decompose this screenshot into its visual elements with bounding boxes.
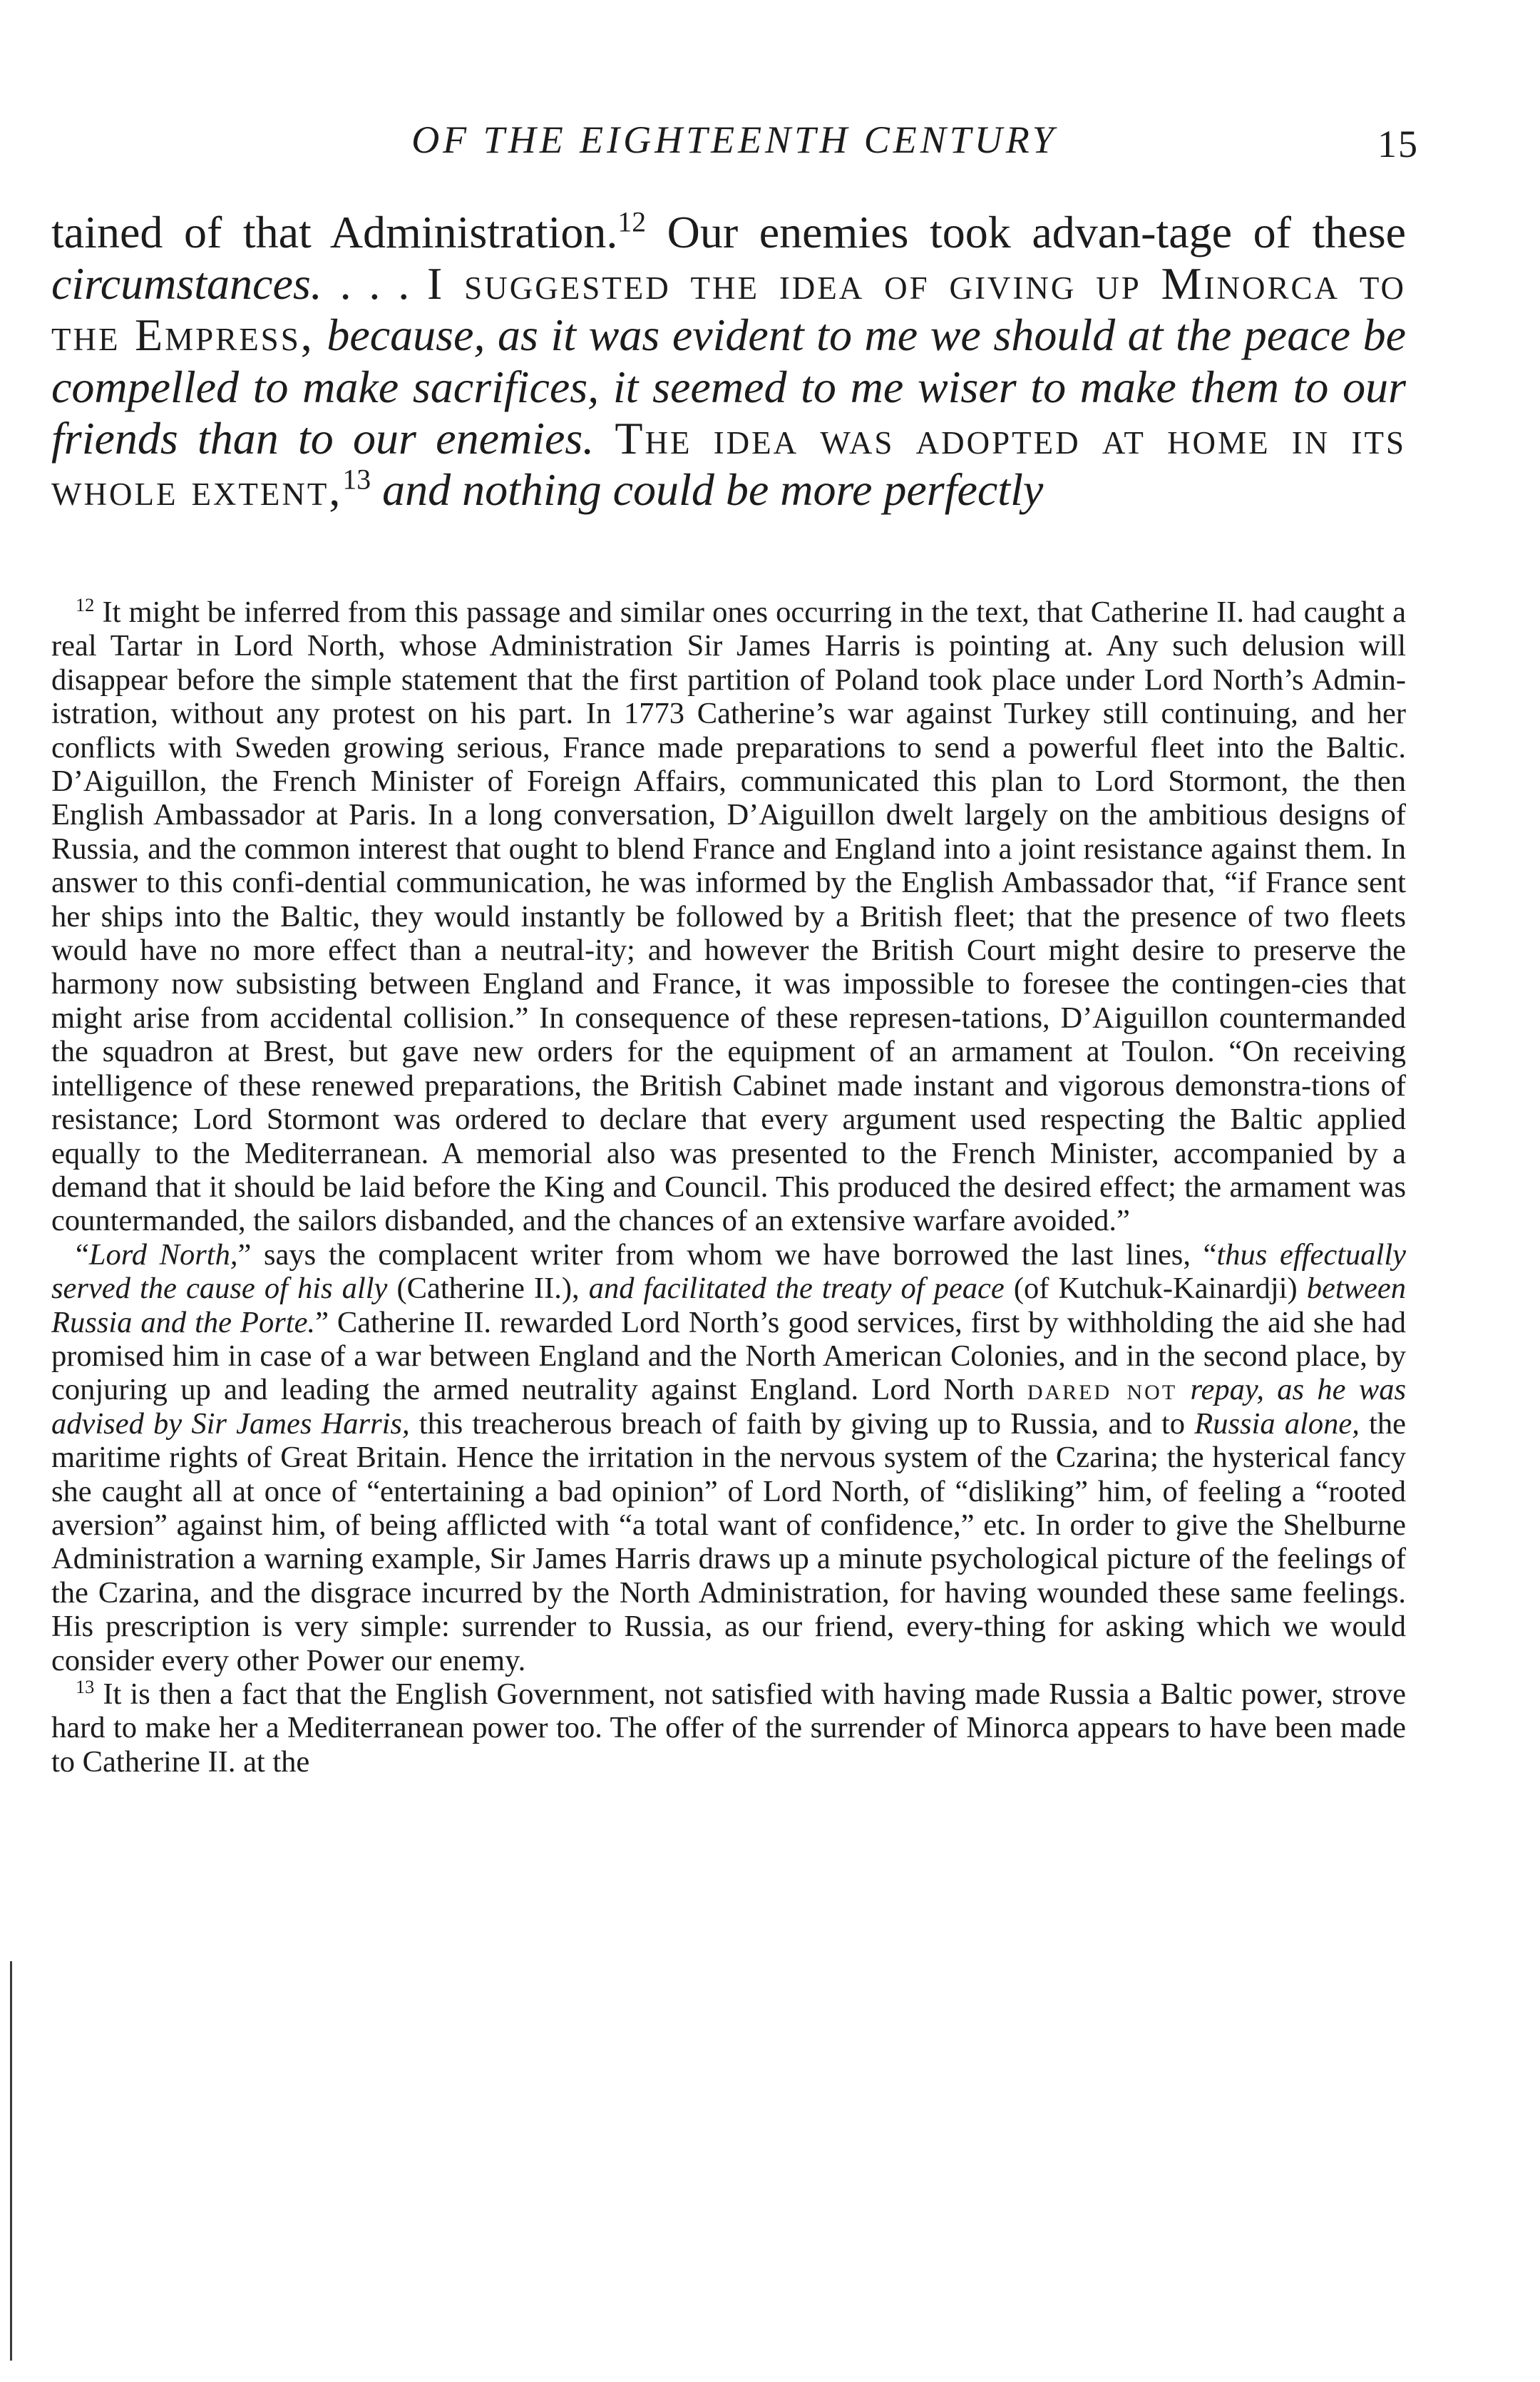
footnote-text: It might be inferred from this passage and similar ones occurring in the text, that Catherine II. had caught a real Tartar in Lord North, whose Administration Sir James Harris is pointing at. Any such delusion will disappear before the simple statement that the first partition of Poland took place under Lord North’s Admin-istration, without any protest on his part. In 1773 Catherine’s war against Turkey still continuing, and her conflicts with Sweden growing serious, France made preparations to send a powerful fleet into the Baltic. D’Aiguillon, the French Minister of Foreign Affairs, communicated this plan to Lord Stormont, the then English Ambassador at Paris. In a long conversation, D’Aiguillon dwelt largely on the ambitious designs of Russia, and the common interest that ought to blend France and England into a joint resistance against them. In answer to this confi-dential communication, he was informed by the English Ambassador that, “if France sent her ships into the Baltic, they would instantly be followed by a British fleet; that the presence of two fleets would have no more effect than a neutral-ity; and however the British Court might desire to preserve the harmony now subsisting between England and France, it was impossible to foresee the contingen-cies that might arise from accidental collision.” In consequence of these represen-tations, D’Aiguillon countermanded the squadron at Brest, but gave new orders for the equipment of an armament at Toulon. “On receiving intelligence of these renewed preparations, the British Cabinet made instant and vigorous demonstra-tions of resistance; Lord Stormont was ordered to declare that every argument used respecting the Baltic applied equally to the Mediterranean. A memorial also was presented to the French Minister, accompanied by a demand that it should be laid before the King and Council. This produced the desired effect; the armament was countermanded, the sailors disbanded, and the chances of an extensive warfare avoided.” (51, 596, 1406, 1238)
footnote-text: “ (76, 1237, 89, 1272)
main-text-italic: because, as it was evident to me we should at the peace be compelled to make sacrifices, it seemed to me wiser to make them to our friends than to our enemies. (51, 310, 1407, 464)
main-text-small-caps: The idea was adopted at home in its whole extent, (51, 412, 1406, 516)
footnote-marker: 13 (76, 1676, 95, 1697)
main-text-run: tained of that Administration. (51, 207, 618, 257)
footnote-italic: between Russia and the Porte. (51, 1272, 1406, 1339)
binding-edge-line (10, 1961, 12, 2361)
footnote-12-part-1 (51, 596, 1406, 1238)
main-text (51, 207, 1406, 516)
footnote-italic: Russia alone, (1194, 1406, 1360, 1441)
ellipsis: . . . (322, 258, 428, 310)
footnote-text: (of Kutchuk-Kainardji) (1004, 1272, 1307, 1306)
footnote-italic: thus effectually served the cause of his ally (51, 1237, 1406, 1306)
footnote-text: It is then a fact that the English Government, not satisfied with having made Russia a Baltic power, strove hard to make her a Mediterranean power too. The offer of the surrender of Minorca appears to have been made to Catherine II. at the (51, 1677, 1406, 1779)
main-text-small-caps: I suggested the idea of giving up Minorca to the Empress, (51, 258, 1406, 361)
footnote-italic: and facilitated the treaty of peace (588, 1272, 1005, 1306)
footnotes (51, 596, 1406, 1779)
footnote-text: (Catherine II.), (387, 1272, 589, 1306)
footnote-12-part-2 (51, 1238, 1406, 1677)
main-paragraph (51, 207, 1406, 516)
footnote-text: ” says the complacent writer from whom we have borrowed the last lines, “ (237, 1237, 1217, 1272)
main-text-italic: and nothing could be more perfectly (371, 464, 1044, 516)
footnote-ref-13: 13 (342, 464, 371, 496)
footnote-marker: 12 (76, 594, 95, 615)
footnote-text: ” Catherine II. rewarded Lord North’s good services, first by withholding the aid she had promised him in case of a war between England and the North American Colonies, and in the second place, by conjuring up and leading the armed neutrality against England. Lord North (51, 1305, 1406, 1407)
footnote-ref-12: 12 (617, 206, 647, 238)
running-title: OF THE EIGHTEENTH CENTURY (411, 118, 1057, 161)
main-text-run: Our enemies took advan-tage of these (646, 207, 1407, 257)
footnote-small-caps: dared not (1027, 1373, 1178, 1407)
footnote-italic: Lord North, (88, 1237, 238, 1272)
footnote-italic: repay, as he was advised by Sir James Harris, (51, 1373, 1406, 1441)
main-text-italic: circumstances. (51, 258, 322, 310)
footnote-13 (51, 1677, 1406, 1779)
page-number: 15 (1377, 123, 1419, 165)
footnote-text: this treacherous breach of faith by giving up to Russia, and to (409, 1406, 1195, 1441)
footnote-text: the maritime rights of Great Britain. Hence the irritation in the nervous system of the Czarina; the hysterical fancy she caught all at once of “entertaining a bad opinion” of Lord North, of “disliking” him, of feeling a “rooted aversion” against him, of being afflicted with “a total want of confidence,” etc. In order to give the Shelburne Administration a warning example, Sir James Harris draws up a minute psychological picture of the feelings of the Czarina, and the disgrace incurred by the North Administration, for having wounded these same feelings. His prescription is very simple: surrender to Russia, as our friend, every-thing for asking which we would consider every other Power our enemy. (51, 1406, 1406, 1677)
running-header (50, 118, 1419, 175)
